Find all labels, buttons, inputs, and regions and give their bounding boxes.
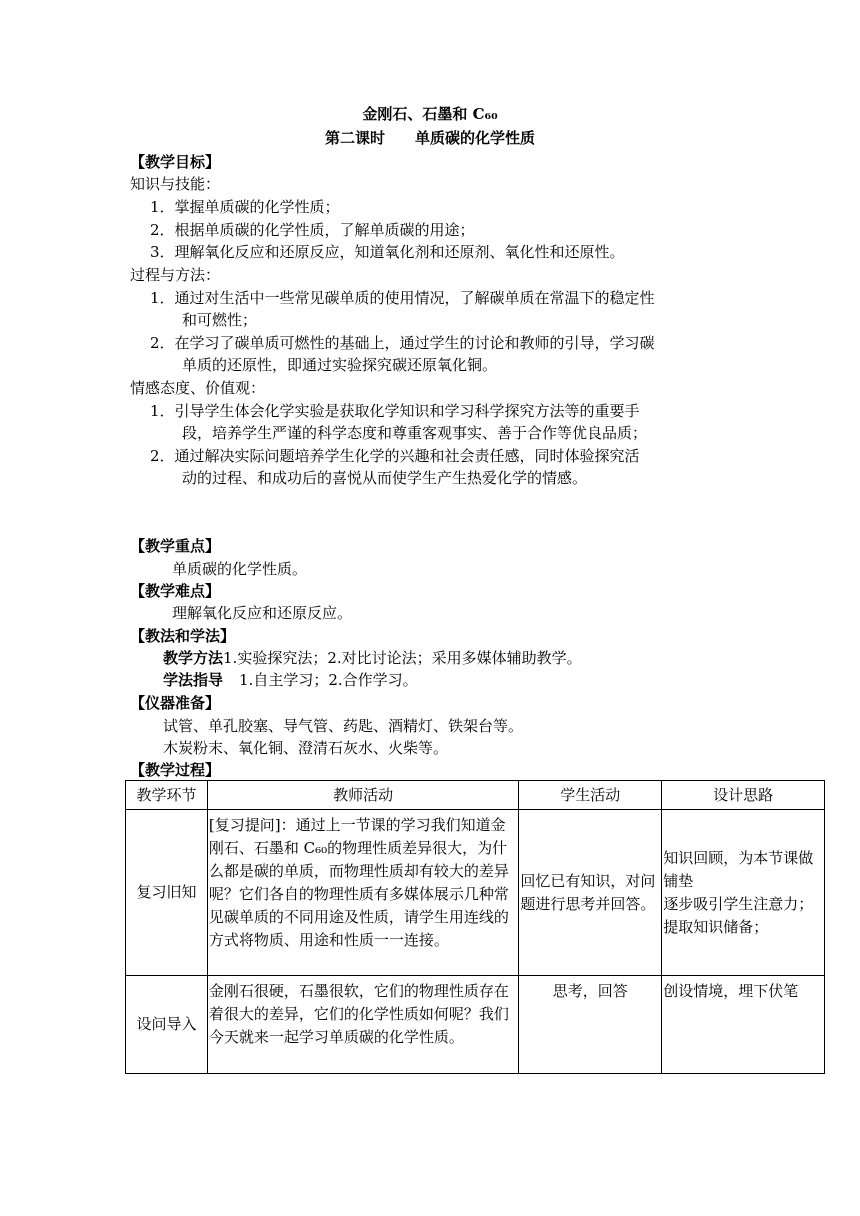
difficulty-heading: 【教学难点】 [130, 582, 221, 600]
equipment-heading: 【仪器准备】 [130, 694, 221, 712]
process-item: 2．在学习了碳单质可燃性的基础上，通过学生的讨论和教师的引导，学习碳 [150, 334, 655, 352]
process-item: 和可燃性； [182, 311, 258, 329]
teaching-process-table [125, 780, 825, 1074]
objectives-heading: 【教学目标】 [130, 153, 221, 171]
knowledge-item: 1．掌握单质碳的化学性质； [150, 198, 340, 216]
design-idea-line: 创设情境，埋下伏笔 [663, 982, 799, 1000]
teach-method-text: 1.实验探究法；2.对比讨论法；采用多媒体辅助教学。 [223, 649, 582, 667]
lesson-subtitle: 第二课时 单质碳的化学性质 [324, 129, 535, 147]
emotion-item: 1．引导学生体会化学实验是获取化学知识和学习科学探究方法等的重要手 [150, 402, 640, 420]
emotion-item: 动的过程、和成功后的喜悦从而使学生产生热爱化学的情感。 [182, 469, 588, 487]
process-item: 单质的还原性，即通过实验探究碳还原氧化铜。 [182, 356, 498, 374]
design-idea-line: 知识回顾，为本节课做铺垫 [663, 848, 814, 890]
learn-method-label: 学法指导 [163, 671, 224, 689]
process-heading: 【教学过程】 [130, 761, 221, 779]
emotion-item: 2．通过解决实际问题培养学生化学的兴趣和社会责任感，同时体验探究活 [150, 447, 640, 465]
table-row [126, 810, 825, 976]
emotion-item: 段，培养学生严谨的科学态度和尊重客观事实、善于合作等优良品质； [182, 424, 648, 442]
learn-method-line [163, 670, 418, 690]
knowledge-item: 3．理解氧化反应和还原反应，知道氧化剂和还原剂、氧化性和还原性。 [150, 243, 625, 261]
table-row [126, 976, 825, 1074]
process-item: 1．通过对生活中一些常见碳单质的使用情况，了解碳单质在常温下的稳定性 [150, 289, 655, 307]
document-title: 金刚石、石墨和 C₆₀ [362, 105, 498, 123]
column-header: 教师活动 [207, 781, 519, 810]
column-header: 教学环节 [126, 781, 208, 810]
design-idea-line: 提取知识储备； [663, 917, 769, 936]
student-activity-cell: 思考，回答 [519, 976, 662, 1074]
design-idea-cell [662, 976, 825, 1074]
difficulty-text: 理解氧化反应和还原反应。 [172, 604, 353, 622]
knowledge-item: 2．根据单质碳的化学性质，了解单质碳的用途； [150, 221, 475, 239]
process-label: 过程与方法： [130, 266, 221, 284]
stage-cell: 设问导入 [126, 976, 208, 1074]
knowledge-label: 知识与技能： [130, 175, 221, 193]
table-header-row [126, 781, 825, 810]
teacher-activity-cell: 金刚石很硬，石墨很软，它们的物理性质存在着很大的差异，它们的化学性质如何呢？我们今天就来一起学习单质碳的化学性质。 [207, 976, 519, 1074]
teacher-activity-cell: [复习提问]：通过上一节课的学习我们知道金刚石、石墨和 C₆₀的物理性质差异很大，为什么都是碳的单质，而物理性质却有较大的差异呢？它们各自的物理性质有多媒体展示几种常见碳单质的不同用途及性质，请学生用连线的方式将物质、用途和性质一一连接。 [207, 810, 519, 976]
equipment-line: 试管、单孔胶塞、导气管、药匙、酒精灯、铁架台等。 [163, 717, 524, 735]
methods-heading: 【教法和学法】 [130, 627, 236, 645]
teach-method-line [163, 648, 582, 668]
design-idea-line: 逐步吸引学生注意力； [663, 894, 814, 913]
learn-method-text: 1.自主学习；2.合作学习。 [239, 671, 418, 689]
stage-cell: 复习旧知 [126, 810, 208, 976]
student-activity-cell: 回忆已有知识，对问题进行思考并回答。 [519, 810, 662, 976]
equipment-line: 木炭粉末、氧化铜、澄清石灰水、火柴等。 [163, 739, 449, 757]
key-point-heading: 【教学重点】 [130, 537, 221, 555]
emotion-label: 情感态度、价值观： [130, 379, 266, 397]
column-header: 设计思路 [662, 781, 825, 810]
design-idea-cell [662, 810, 825, 976]
column-header: 学生活动 [519, 781, 662, 810]
teach-method-label: 教学方法 [163, 649, 224, 667]
key-point-text: 单质碳的化学性质。 [172, 560, 308, 578]
